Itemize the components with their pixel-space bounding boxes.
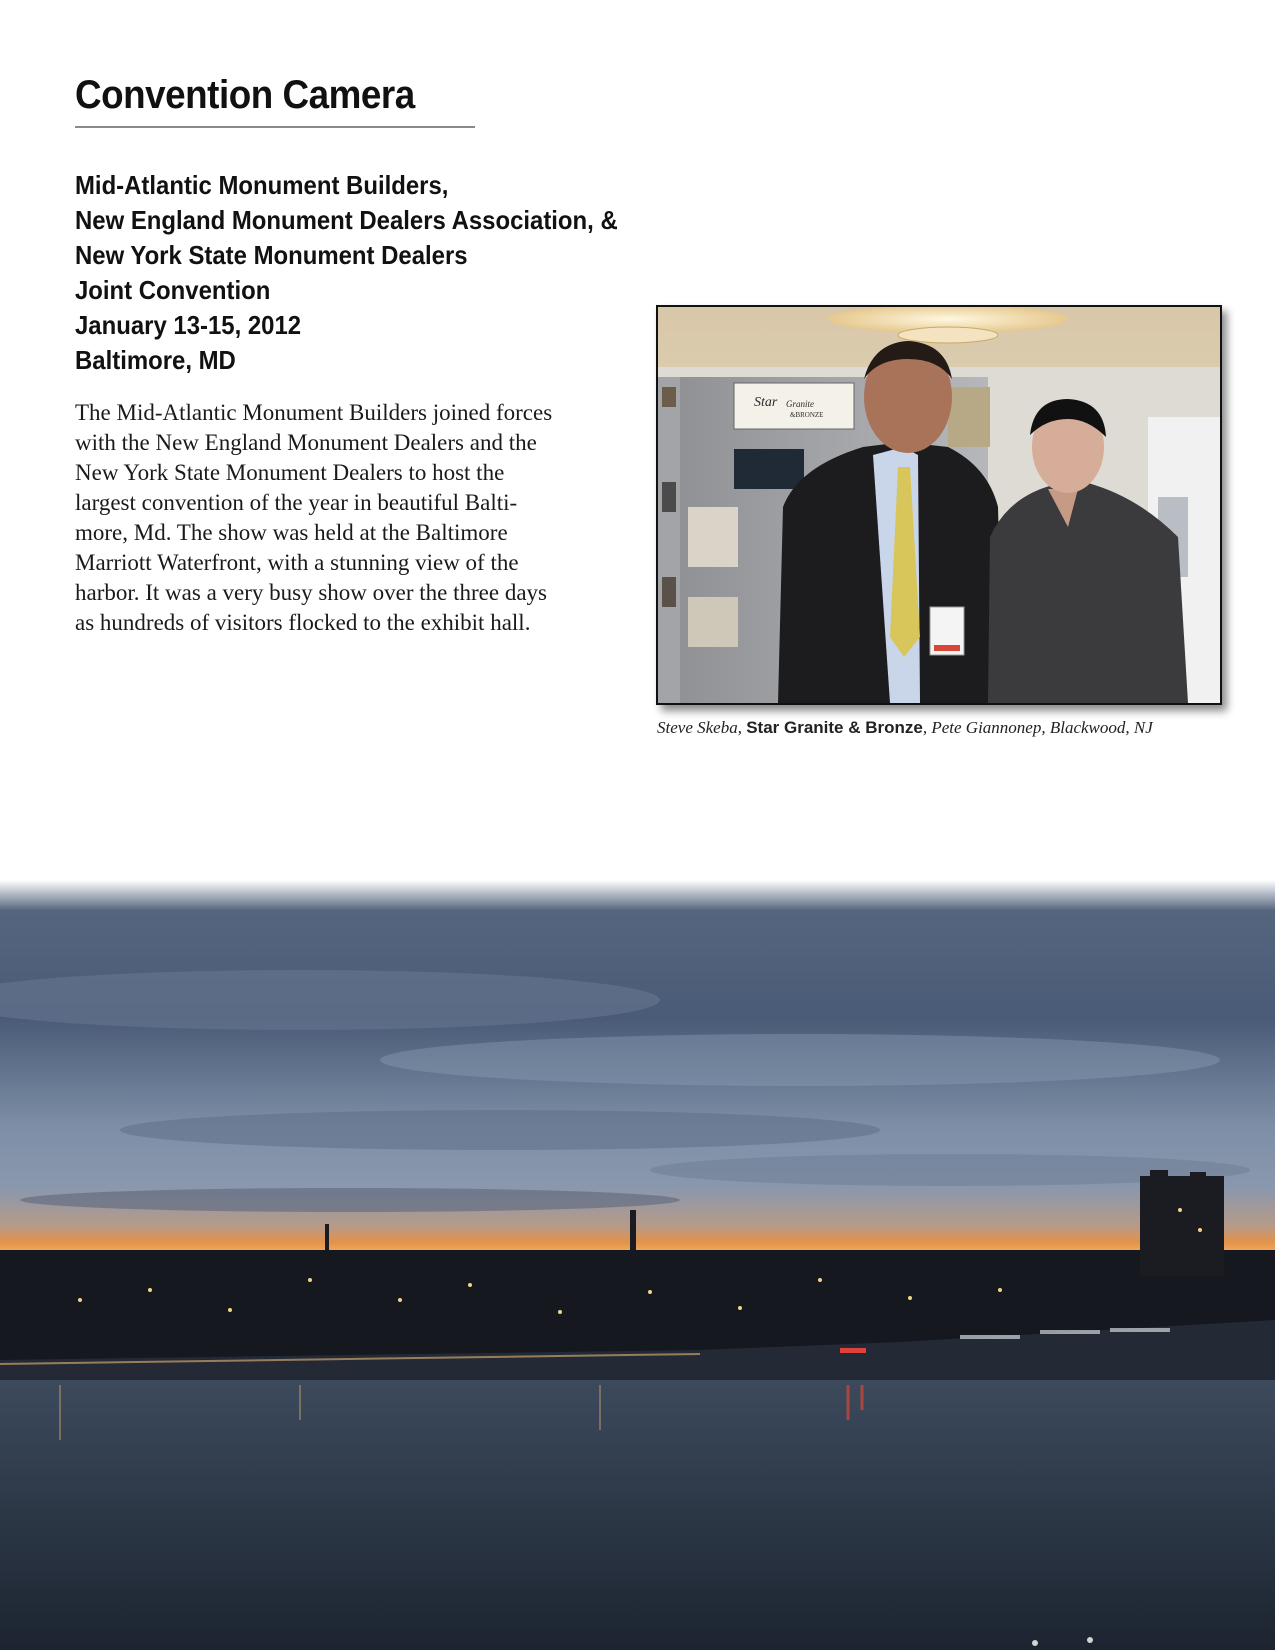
- body-line: with the New England Monument Dealers and the: [75, 430, 537, 455]
- convention-photo: [656, 305, 1222, 705]
- section-title: Convention Camera: [75, 73, 415, 117]
- headline-location: Baltimore, MD: [75, 345, 236, 375]
- body-line: harbor. It was a very busy show over the three days: [75, 580, 548, 605]
- headline-line: Mid-Atlantic Monument Builders,: [75, 170, 449, 200]
- harbor-skyline-illustration: [0, 880, 1275, 1650]
- caption-rest: , Pete Giannonep, Blackwood, NJ: [922, 718, 1153, 737]
- body-line: New York State Monument Dealers to host the: [75, 460, 505, 485]
- title-rule: [75, 126, 475, 128]
- harbor-panorama: [0, 880, 1275, 1650]
- headline-line: New York State Monument Dealers: [75, 240, 468, 270]
- booth-sign-brand: Star: [754, 395, 778, 410]
- headline-line: Joint Convention: [75, 275, 271, 305]
- article-body: [75, 398, 595, 638]
- body-line: The Mid-Atlantic Monument Builders joined forces: [75, 400, 553, 425]
- booth-sign-line2: Granite: [786, 399, 814, 409]
- headline-line: New England Monument Dealers Association, &: [75, 205, 618, 235]
- body-line: more, Md. The show was held at the Baltimore: [75, 520, 508, 545]
- headline: [75, 168, 627, 378]
- caption-name: Steve Skeba,: [657, 718, 747, 737]
- photo-caption: [657, 718, 1257, 738]
- photo-illustration: [658, 307, 1220, 703]
- body-line: Marriott Waterfront, with a stunning view of the: [75, 550, 519, 575]
- body-line: largest convention of the year in beautiful Balti-: [75, 490, 518, 515]
- body-line: as hundreds of visitors flocked to the exhibit hall.: [75, 610, 531, 635]
- booth-sign-line3: &BRONZE: [790, 411, 824, 419]
- caption-company: Star Granite & Bronze: [746, 718, 923, 737]
- headline-date: January 13-15, 2012: [75, 310, 302, 340]
